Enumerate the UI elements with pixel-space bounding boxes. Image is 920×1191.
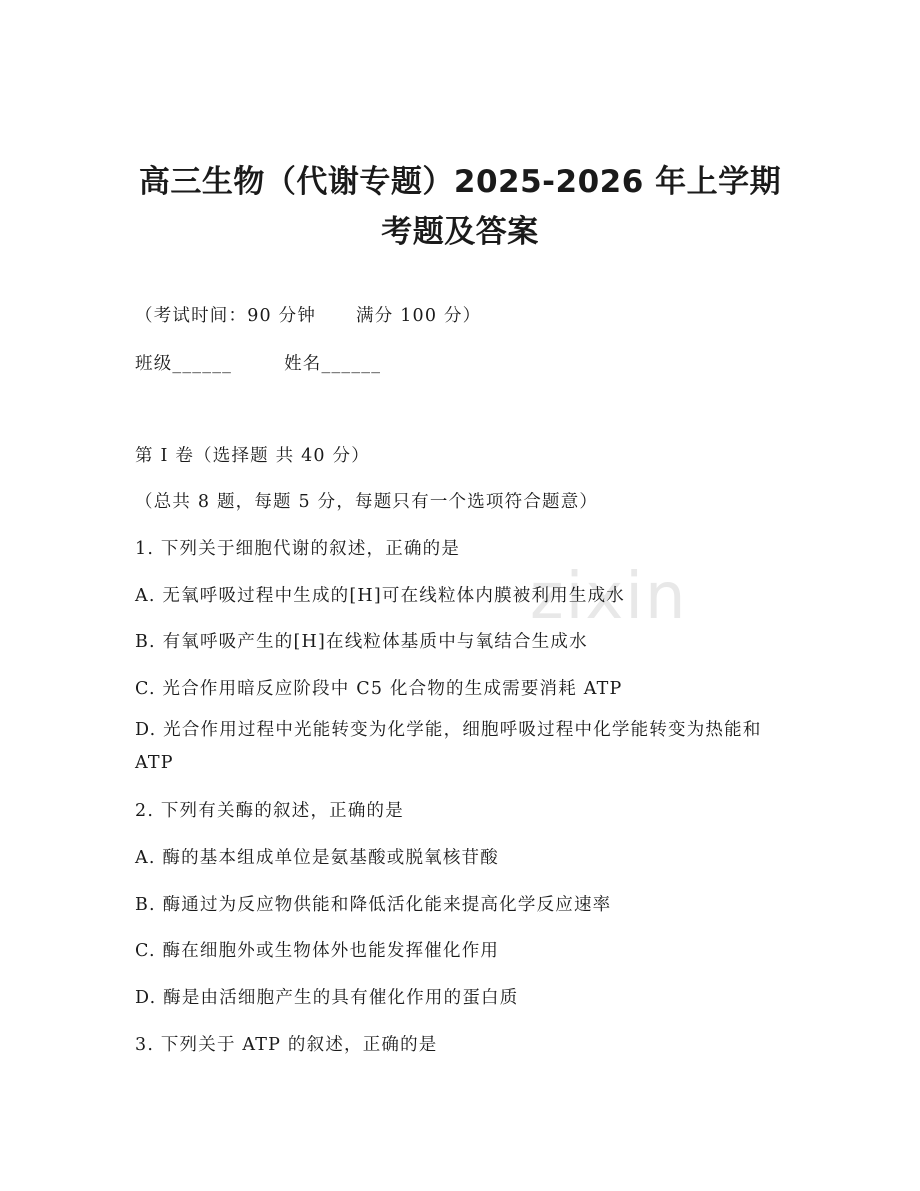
question-2-option-d: D. 酶是由活细胞产生的具有催化作用的蛋白质	[135, 988, 519, 1008]
document-title-line-2: 考题及答案	[381, 214, 539, 250]
question-2-option-a: A. 酶的基本组成单位是氨基酸或脱氧核苷酸	[135, 848, 499, 868]
exam-info	[135, 302, 481, 327]
student-info	[135, 350, 381, 375]
section-note: （总共 8 题，每题 5 分，每题只有一个选项符合题意）	[135, 492, 599, 512]
question-1-option-b: B. 有氧呼吸产生的[H]在线粒体基质中与氧结合生成水	[135, 632, 588, 652]
question-2-stem: 2. 下列有关酶的叙述，正确的是	[135, 801, 404, 821]
question-1-option-a: A. 无氧呼吸过程中生成的[H]可在线粒体内膜被利用生成水	[135, 586, 625, 606]
class-field: 班级______	[135, 354, 233, 374]
watermark: zixin	[530, 560, 688, 634]
exam-time: （考试时间：90 分钟	[135, 306, 317, 326]
question-2-option-c: C. 酶在细胞外或生物体外也能发挥催化作用	[135, 941, 500, 961]
question-1-stem: 1. 下列关于细胞代谢的叙述，正确的是	[135, 539, 461, 559]
question-1-option-d: D. 光合作用过程中光能转变为化学能，细胞呼吸过程中化学能转变为热能和 ATP	[135, 720, 762, 773]
document-title-line-1: 高三生物（代谢专题）2025-2026 年上学期	[138, 164, 782, 200]
question-3-stem: 3. 下列关于 ATP 的叙述，正确的是	[135, 1035, 438, 1055]
question-1-option-c: C. 光合作用暗反应阶段中 C5 化合物的生成需要消耗 ATP	[135, 679, 623, 699]
exam-score: 满分 100 分）	[356, 306, 482, 326]
question-2-option-b: B. 酶通过为反应物供能和降低活化能来提高化学反应速率	[135, 895, 612, 915]
name-field: 姓名______	[284, 354, 382, 374]
section-title: 第 I 卷（选择题 共 40 分）	[135, 446, 370, 466]
